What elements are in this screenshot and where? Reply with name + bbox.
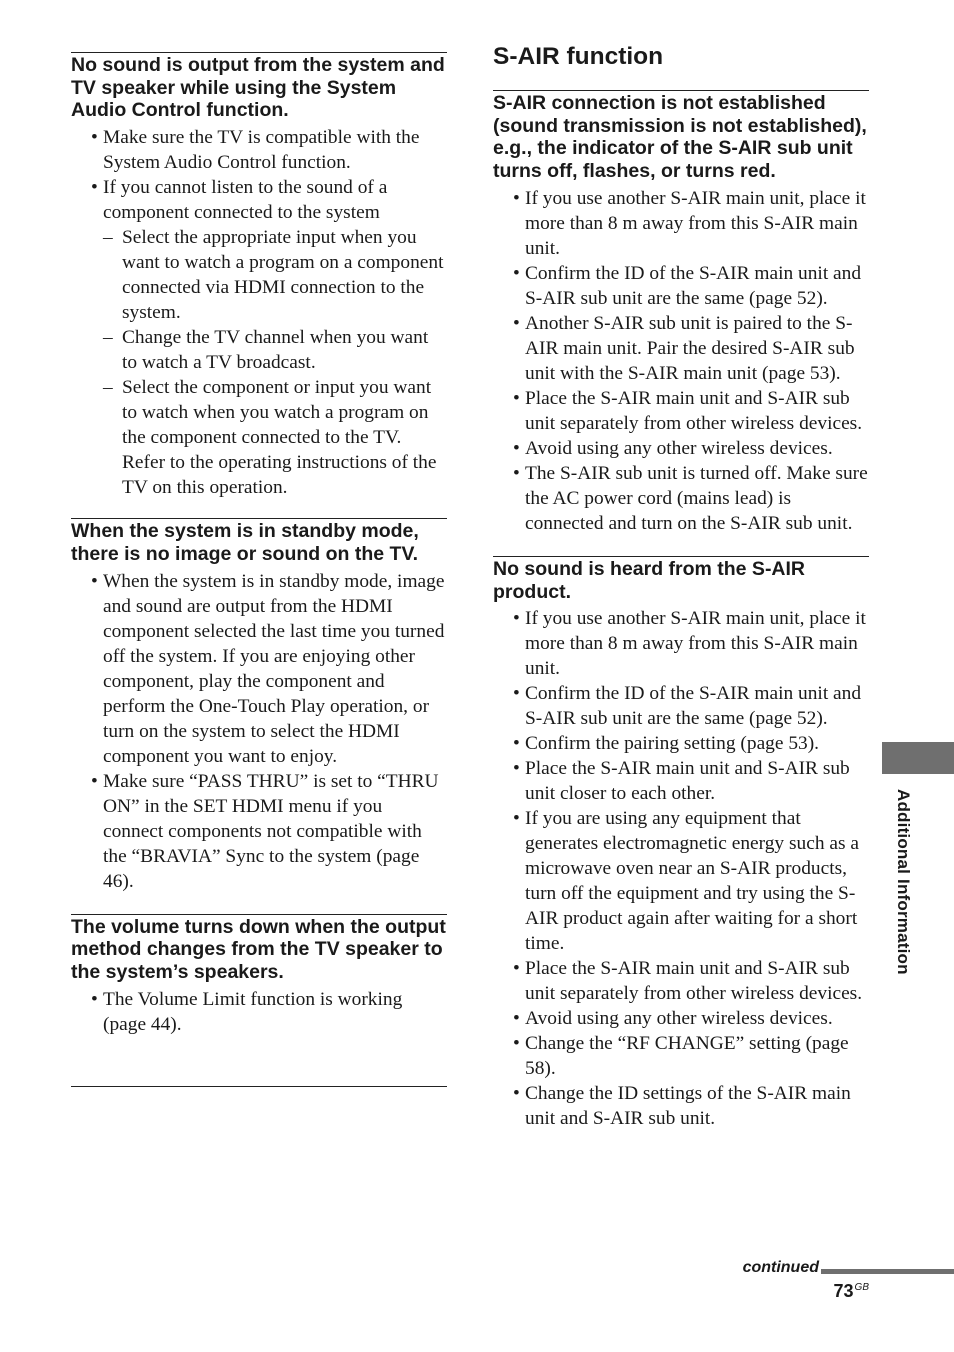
bullet-list bbox=[71, 125, 447, 500]
page-number-value: 73 bbox=[833, 1281, 854, 1301]
bullet-list bbox=[71, 987, 447, 1037]
section-s-air-connection bbox=[493, 90, 869, 536]
list-item: • Confirm the ID of the S-AIR main unit and S-AIR sub unit are the same (page 52). bbox=[493, 261, 869, 311]
section-tab-marker bbox=[882, 742, 954, 774]
section-title: No sound is output from the system and TV speaker while using the System Audio Control function. bbox=[71, 54, 445, 122]
section-title: The volume turns down when the output method changes from the TV speaker to the system’s speakers. bbox=[71, 915, 446, 983]
right-column bbox=[493, 0, 869, 1131]
section-divider bbox=[71, 1086, 447, 1087]
continued-bar bbox=[821, 1269, 954, 1274]
section-title: When the system is in standby mode, there is no image or sound on the TV. bbox=[71, 520, 419, 565]
section-standby-mode bbox=[71, 518, 447, 893]
list-item: • If you are using any equipment that generates electromagnetic energy such as a microwave oven near an S-AIR products, turn off the equipment and try using the S-AIR product again after waiting for a short time. bbox=[493, 806, 869, 956]
list-item: • Avoid using any other wireless devices. bbox=[493, 436, 869, 461]
list-item: • Avoid using any other wireless devices. bbox=[493, 1006, 869, 1031]
list-item: • Place the S-AIR main unit and S-AIR sub unit closer to each other. bbox=[493, 756, 869, 806]
page-number-suffix: GB bbox=[854, 1282, 869, 1293]
sub-list-item: – Select the appropriate input when you want to watch a program on a component connected via HDMI connection to the system. bbox=[103, 225, 447, 325]
list-item: • The S-AIR sub unit is turned off. Make sure the AC power cord (mains lead) is connected and turn on the S-AIR sub unit. bbox=[493, 461, 869, 536]
section-title: S-AIR connection is not established (sound transmission is not established), e.g., the indicator of the S-AIR sub unit turns off, flashes, or turns red. bbox=[493, 92, 867, 183]
list-item: • Place the S-AIR main unit and S-AIR sub unit separately from other wireless devices. bbox=[493, 956, 869, 1006]
list-item: • Make sure “PASS THRU” is set to “THRU ON” in the SET HDMI menu if you connect components not compatible with the “BRAVIA” Sync to the system (page 46). bbox=[71, 769, 447, 894]
list-item: • Change the ID settings of the S-AIR main unit and S-AIR sub unit. bbox=[493, 1081, 869, 1131]
bullet-list bbox=[71, 569, 447, 894]
sub-bullet-list bbox=[103, 225, 447, 500]
bullet-list bbox=[493, 606, 869, 1131]
list-item: • Another S-AIR sub unit is paired to the S-AIR main unit. Pair the desired S-AIR sub unit with the S-AIR main unit (page 53). bbox=[493, 311, 869, 386]
list-item: • Change the “RF CHANGE” setting (page 58). bbox=[493, 1031, 869, 1081]
list-item: • Place the S-AIR main unit and S-AIR sub unit separately from other wireless devices. bbox=[493, 386, 869, 436]
list-item-text: If you cannot listen to the sound of a component connected to the system bbox=[103, 177, 388, 224]
page-number bbox=[834, 1281, 869, 1302]
section-volume-turns-down bbox=[71, 914, 447, 1037]
bullet-list bbox=[493, 186, 869, 536]
section-no-sound-s-air bbox=[493, 556, 869, 1131]
section-tab-label: Additional Information bbox=[894, 789, 913, 975]
list-item: • If you use another S-AIR main unit, place it more than 8 m away from this S-AIR main unit. bbox=[493, 606, 869, 681]
list-item: • Confirm the ID of the S-AIR main unit and S-AIR sub unit are the same (page 52). bbox=[493, 681, 869, 731]
left-column bbox=[71, 0, 447, 1037]
list-item: • When the system is in standby mode, image and sound are output from the HDMI component selected the last time you turned off the system. If you are enjoying other component, play the component and perform the One-Touch Play operation, or turn on the system to select the HDMI component you want to enjoy. bbox=[71, 569, 447, 769]
section-system-audio-control bbox=[71, 52, 447, 500]
list-item: • Make sure the TV is compatible with the System Audio Control function. bbox=[71, 125, 447, 175]
list-item: • If you use another S-AIR main unit, place it more than 8 m away from this S-AIR main unit. bbox=[493, 186, 869, 261]
list-item: • The Volume Limit function is working (page 44). bbox=[71, 987, 447, 1037]
sub-list-item: – Select the component or input you want to watch when you watch a program on the component connected to the TV. Refer to the operating instructions of the TV on this operation. bbox=[103, 375, 447, 500]
page-heading: S-AIR function bbox=[493, 43, 664, 70]
sub-list-item: – Change the TV channel when you want to watch a TV broadcast. bbox=[103, 325, 447, 375]
section-title: No sound is heard from the S-AIR product. bbox=[493, 557, 806, 603]
list-item: • Confirm the pairing setting (page 53). bbox=[493, 731, 869, 756]
continued-label: continued bbox=[742, 1259, 819, 1276]
list-item bbox=[71, 175, 447, 500]
